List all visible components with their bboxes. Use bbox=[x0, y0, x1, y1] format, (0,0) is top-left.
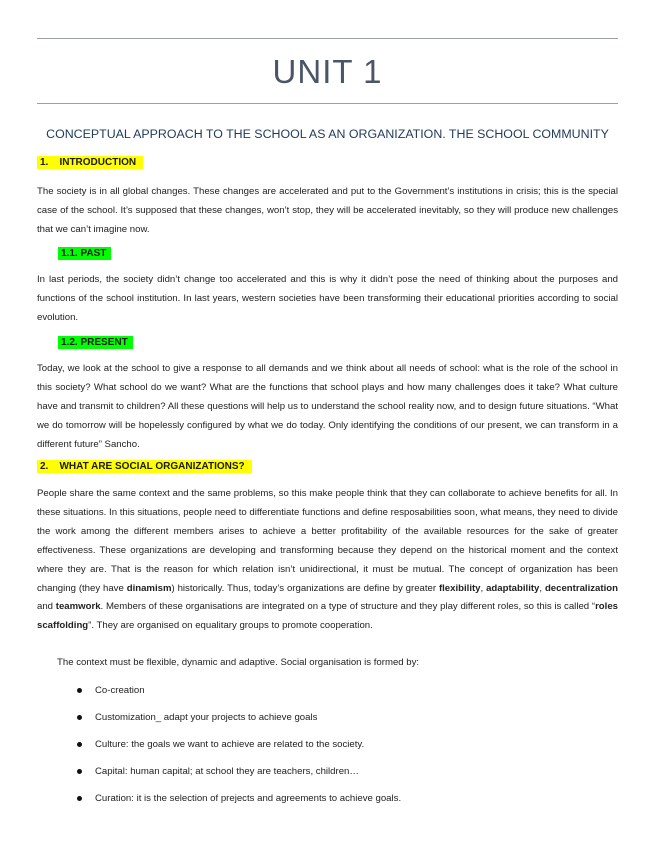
bullet-icon bbox=[77, 796, 82, 801]
heading-past-text: 1.1. PAST bbox=[58, 247, 111, 260]
orgs-text-4: ”. They are organised on equalitary groups to promote cooperation. bbox=[88, 620, 373, 632]
heading-social-organizations bbox=[37, 461, 252, 472]
list-item bbox=[37, 735, 618, 762]
past-paragraph: In last periods, the society didn’t change too accelerated and this is why it didn’t pose the need of thinking about the purposes and functions of the school institution. In last years, western societies have been transforming their educational priorities according to social evolution. bbox=[37, 274, 618, 323]
term-roles-scaffolding: roles scaffolding bbox=[37, 601, 618, 632]
heading-social-organizations-text: 2. WHAT ARE SOCIAL ORGANIZATIONS? bbox=[37, 460, 252, 473]
heading-past bbox=[58, 248, 111, 259]
bullet-icon bbox=[77, 688, 82, 693]
heading-present-text: 1.2. PRESENT bbox=[58, 336, 133, 349]
organizations-paragraph bbox=[37, 485, 618, 636]
present-paragraph: Today, we look at the school to give a response to all demands and we think about all needs of school: what is the role of the school in this society? What school do we want? What are the functions that school plays and how many challenges does it take? What culture have and transmit to children? All these questions will help us to understand the school reality now, and to design future situations. “What we do tomorrow will be hopelessly configured by what we do today. Only identifying the conditions of our present, we can transform in a different future” Sancho. bbox=[37, 363, 618, 450]
bullet-icon bbox=[77, 715, 82, 720]
list-item-text: Culture: the goals we want to achieve are related to the society. bbox=[95, 739, 365, 750]
list-item-text: Customization_ adapt your projects to achieve goals bbox=[95, 712, 318, 723]
heading-introduction-text: 1. INTRODUCTION bbox=[37, 156, 143, 169]
heading-present bbox=[58, 337, 133, 348]
term-flexibility: flexibility bbox=[438, 582, 481, 594]
heading-introduction bbox=[37, 157, 143, 168]
term-teamwork: teamwork bbox=[55, 601, 101, 613]
list-item-text: Curation: it is the selection of prejects and agreements to achieve goals. bbox=[95, 793, 402, 804]
intro-paragraph: The society is in all global changes. These changes are accelerated and put to the Government’s institutions in crisis; this is the special case of the school. It’s supposed that these changes, won’t stop, they will be accelerated inevitably, so they will produce new challenges that we can’t imagine now. bbox=[37, 186, 618, 235]
list-item bbox=[37, 762, 618, 789]
term-adaptability: adaptability bbox=[486, 582, 540, 594]
orgs-sep-2: , bbox=[539, 582, 545, 594]
list-item bbox=[37, 789, 618, 816]
bullet-icon bbox=[77, 742, 82, 747]
list-item-text: Co-creation bbox=[95, 685, 145, 696]
orgs-sep-3: and bbox=[37, 601, 56, 613]
chapter-subtitle: CONCEPTUAL APPROACH TO THE SCHOOL AS AN ORGANIZATION. THE SCHOOL COMMUNITY bbox=[46, 127, 609, 141]
term-dinamism: dinamism bbox=[126, 582, 172, 594]
bullet-list bbox=[37, 681, 618, 816]
bullet-icon bbox=[77, 769, 82, 774]
orgs-sep-1: , bbox=[480, 582, 487, 594]
orgs-text-1: People share the same context and the same problems, so this make people think that they can collaborate to achieve benefits for all. In these situations. In this situations, people need to differentiate functions and define resposabilities soon, what means, they need to divide the work among the different members arises to achieve a better profitability of the available resources for the sake of greater effectiveness. These organizations are developing and transforming because they depend on the historical moment and the context where they are. That is the reason for which relation isn’t unidirectional, it must be mutual. The concept of organization has been changing (they have bbox=[37, 488, 618, 594]
list-item bbox=[37, 681, 618, 708]
title-underline bbox=[37, 103, 618, 104]
context-line: The context must be flexible, dynamic and adaptive. Social organisation is formed by: bbox=[57, 657, 420, 668]
list-item bbox=[37, 708, 618, 735]
orgs-text-3: . Members of these organisations are integrated on a type of structure and they play different roles, so this is called “ bbox=[100, 601, 596, 613]
term-decentralization: decentralization bbox=[544, 582, 618, 594]
top-rule bbox=[37, 38, 618, 39]
unit-title: UNIT 1 bbox=[272, 53, 383, 90]
list-item-text: Capital: human capital; at school they are teachers, children… bbox=[95, 766, 359, 777]
orgs-text-2: ) historically. Thus, today’s organizations are define by greater bbox=[171, 582, 439, 594]
